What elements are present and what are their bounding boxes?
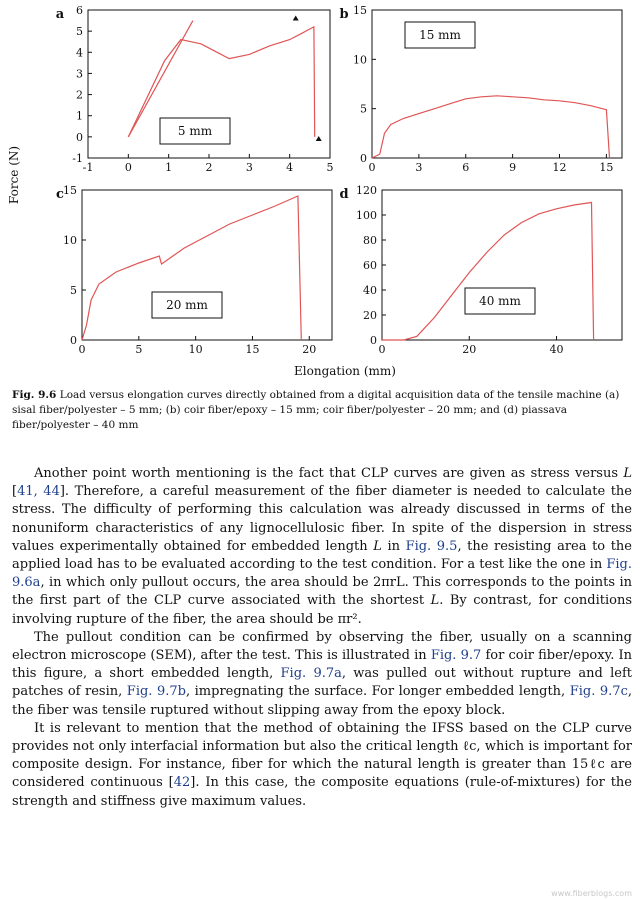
y-tick-label: 0: [370, 334, 377, 347]
paragraph-1: Another point worth mentioning is the fact that CLP curves are given as stress versus L [41, 44]. Therefore, a careful measurement of the fiber diameter is needed to calculate the stress. The difficulty of performing this calculation was already discussed in terms of the nonuniform characteristics of any lignocellulosic fiber. In spite of the dispersion in stress values experimentally obtained for embedded length L in Fig. 9.5, the resisting area to the applied load has to be evaluated according to the test condition. For a test like the one in Fig. 9.6a, in which only pullout occurs, the area should be 2πrL. This corresponds to the points in the first part of the CLP curve associated with the shortest L. By contrast, for conditions involving rupture of the fiber, the area should be πr².: [12, 466, 632, 627]
x-tick-label: 15: [245, 343, 260, 356]
y-tick-label: 0: [360, 152, 367, 165]
x-tick-label: 5: [135, 343, 143, 356]
y-tick-label: 5: [76, 25, 83, 39]
y-tick-label: 15: [353, 4, 367, 17]
data-marker: [316, 136, 322, 141]
x-tick-label: 4: [286, 161, 294, 174]
figure-link[interactable]: Fig. 9.7c: [569, 684, 628, 700]
caption-text: Load versus elongation curves directly obtained from a digital acquisition data of the tensile machine (a) sisal fiber/polyester – 5 mm; (b) coir fiber/epoxy – 15 mm; coir fiber/polyester – 20 mm; and (d) piassava fiber/polyester – 40 mm: [12, 389, 620, 431]
figure-caption: [12, 388, 624, 433]
paragraph-3: It is relevant to mention that the method of obtaining the IFSS based on the CLP curve provides not only interfacial information but also the critical length ℓc, which is important for composite design. For instance, fiber for which the natural length is greater than 15ℓc are considered continuous [42]. In this case, the composite equations (rule-of-mixtures) for the strength and stiffness give maximum values.: [12, 720, 633, 809]
x-tick-label: 5: [326, 161, 334, 174]
y-tick-label: 15: [63, 184, 77, 197]
annotation-label: 5 mm: [177, 124, 213, 138]
x-tick-label: 12: [552, 161, 567, 174]
y-tick-label: 2: [76, 88, 83, 102]
x-tick-label: 40: [549, 343, 564, 356]
x-axis-label: Elongation (mm): [294, 364, 396, 378]
x-tick-label: 2: [205, 161, 213, 174]
annotation-label: 15 mm: [419, 28, 461, 42]
figure-link[interactable]: Fig. 9.7a: [280, 666, 342, 682]
x-tick-label: 3: [415, 161, 423, 174]
annotation-label: 20 mm: [166, 298, 208, 312]
x-tick-label: 9: [509, 161, 517, 174]
chart-panel-c: [82, 190, 332, 340]
y-tick-label: 4: [76, 46, 83, 60]
y-tick-label: 80: [363, 234, 377, 247]
x-tick-label: -1: [82, 161, 94, 174]
figure-9-6: [0, 0, 640, 385]
panel-label: c: [56, 187, 64, 202]
y-tick-label: -1: [72, 152, 83, 165]
series-line-0: [382, 203, 594, 341]
figure-link[interactable]: Fig. 9.7b: [126, 684, 186, 700]
x-tick-label: 3: [245, 161, 253, 174]
figure-link[interactable]: Fig. 9.7: [430, 648, 482, 664]
x-tick-label: 20: [302, 343, 317, 356]
x-tick-label: 20: [462, 343, 477, 356]
x-tick-label: 0: [124, 161, 132, 174]
y-tick-label: 40: [363, 284, 377, 297]
y-tick-label: 120: [356, 184, 377, 197]
citation-link[interactable]: 42: [173, 775, 191, 791]
chart-panel-d: [382, 190, 622, 340]
x-tick-label: 10: [188, 343, 203, 356]
y-axis-label: Force (N): [7, 145, 21, 205]
paragraph-2: The pullout condition can be confirmed by observing the fiber, usually on a scanning electron microscope (SEM), after the test. This is illustrated in Fig. 9.7 for coir fiber/epoxy. In this figure, a short embedded length, Fig. 9.7a, was pulled out without rupture and left patches of resin, Fig. 9.7b, impregnating the surface. For longer embedded length, Fig. 9.7c, the fiber was tensile ruptured without slipping away from the epoxy block.: [12, 629, 632, 718]
y-tick-label: 100: [356, 209, 377, 222]
x-tick-label: 6: [462, 161, 470, 174]
chart-panel-b: [372, 10, 622, 158]
watermark: www.fiberblogs.com: [551, 889, 632, 898]
panel-label: b: [339, 7, 349, 22]
body-text: [12, 465, 632, 811]
y-tick-label: 10: [353, 53, 367, 67]
y-tick-label: 10: [63, 234, 77, 247]
series-line-0: [372, 96, 610, 158]
plot-frame: [382, 190, 622, 340]
figure-link[interactable]: Fig. 9.6a: [12, 557, 632, 591]
y-tick-label: 5: [70, 284, 77, 297]
annotation-label: 40 mm: [479, 294, 521, 308]
panel-label: a: [55, 7, 65, 22]
y-tick-label: 20: [363, 309, 377, 322]
y-tick-label: 0: [76, 130, 83, 144]
y-tick-label: 60: [363, 259, 377, 272]
y-tick-label: 5: [360, 102, 367, 116]
caption-label: Fig. 9.6: [12, 389, 57, 401]
data-marker: [293, 15, 299, 20]
y-tick-label: 3: [76, 67, 83, 81]
figure-link[interactable]: Fig. 9.5: [405, 538, 458, 554]
y-tick-label: 1: [76, 109, 83, 123]
x-tick-label: 0: [378, 343, 386, 356]
panel-label: d: [339, 187, 349, 202]
x-tick-label: 0: [78, 343, 86, 356]
y-tick-label: 6: [76, 4, 83, 17]
x-tick-label: 0: [368, 161, 376, 174]
x-tick-label: 1: [165, 161, 173, 174]
citation-link[interactable]: 41, 44: [17, 484, 60, 500]
x-tick-label: 15: [599, 161, 614, 174]
y-tick-label: 0: [70, 334, 77, 347]
